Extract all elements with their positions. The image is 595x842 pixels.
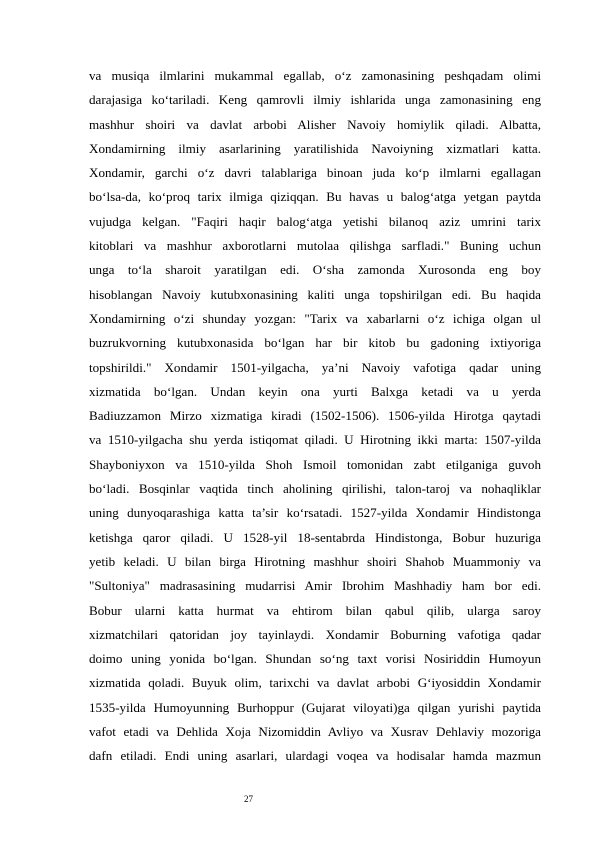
text-line: va musiqa ilmlarini mukammal egallab, o‘z zamonasining peshqadam olimi bbox=[89, 68, 541, 83]
text-line: unga to‘la sharoit yaratilgan edi. O‘sha zamonda Xurosonda eng boy bbox=[89, 262, 541, 278]
text-line: va 1510-yilgacha shu yerda istiqomat qiladi. U Hirotning ikki marta: 1507-yilda bbox=[89, 432, 541, 448]
text-line: darajasiga ko‘tariladi. Keng qamrovli ilmiy ishlarida unga zamonasining eng bbox=[89, 92, 541, 108]
text-line: mashhur shoiri va davlat arbobi Alisher Navoiy homiylik qiladi. Albatta, bbox=[89, 116, 541, 132]
text-line: doimo uning yonida bo‘lgan. Shundan so‘ng taxt vorisi Nosiriddin Humoyun bbox=[89, 651, 541, 667]
page-number: 27 bbox=[244, 794, 253, 804]
text-line: Bobur ularni katta hurmat va ehtirom bilan qabul qilib, ularga saroy bbox=[89, 602, 541, 618]
text-line: "Sultoniya" madrasasining mudarrisi Amir Ibrohim Mashhadiy ham bor edi. bbox=[89, 578, 541, 594]
text-line: topshirildi." Xondamir 1501-yilgacha, ya’ni Navoiy vafotiga qadar uning bbox=[89, 359, 541, 375]
text-line: bo‘lsa-da, ko‘proq tarix ilmiga qiziqqan. Bu havas u balog‘atga yetgan paytda bbox=[89, 189, 541, 205]
text-line: Xondamir, garchi o‘z davri talablariga binoan juda ko‘p ilmlarni egallagan bbox=[89, 165, 541, 181]
text-line: xizmatida qoladi. Buyuk olim, tarixchi va davlat arbobi G‘iyosiddin Xondamir bbox=[89, 675, 541, 691]
text-line: xizmatchilari qatoridan joy tayinlaydi. Xondamir Boburning vafotiga qadar bbox=[89, 626, 541, 642]
text-line: yetib keladi. U bilan birga Hirotning mashhur shoiri Shahob Muammoniy va bbox=[89, 553, 541, 569]
body-text bbox=[89, 64, 541, 769]
text-line: uning dunyoqarashiga katta ta’sir ko‘rsatadi. 1527-yilda Xondamir Hindistonga bbox=[89, 505, 541, 521]
text-line: Badiuzzamon Mirzo xizmatiga kiradi (1502-1506). 1506-yilda Hirotga qaytadi bbox=[89, 408, 541, 424]
text-line: Xondamirning ilmiy asarlarining yaratilishida Navoiyning xizmatlari katta. bbox=[89, 140, 541, 156]
text-line: hisoblangan Navoiy kutubxonasining kaliti unga topshirilgan edi. Bu haqida bbox=[89, 286, 541, 302]
text-line: vafot etadi va Dehlida Xoja Nizomiddin Avliyo va Xusrav Dehlaviy mozoriga bbox=[89, 724, 541, 740]
text-line: Shayboniyxon va 1510-yilda Shoh Ismoil tomonidan zabt etilganiga guvoh bbox=[89, 456, 541, 472]
text-line: ketishga qaror qiladi. U 1528-yil 18-sentabrda Hindistonga, Bobur huzuriga bbox=[89, 529, 541, 545]
text-line: vujudga kelgan. "Faqiri haqir balog‘atga yetishi bilanoq aziz umrini tarix bbox=[89, 213, 541, 229]
text-line: dafn etiladi. Endi uning asarlari, ulardagi voqea va hodisalar hamda mazmun bbox=[89, 748, 541, 764]
text-line: kitoblari va mashhur axborotlarni mutolaa qilishga sarfladi." Buning uchun bbox=[89, 238, 541, 254]
text-line: Xondamirning o‘zi shunday yozgan: "Tarix va xabarlarni o‘z ichiga olgan ul bbox=[89, 310, 541, 326]
text-line: bo‘ladi. Bosqinlar vaqtida tinch aholining qirilishi, talon-taroj va nohaqliklar bbox=[89, 481, 541, 497]
text-line: 1535-yilda Humoyunning Burhoppur (Gujarat viloyati)ga qilgan yurishi paytida bbox=[89, 699, 541, 715]
text-line: buzrukvorning kutubxonasida bo‘lgan har bir kitob bu gadoning ixtiyoriga bbox=[89, 335, 541, 351]
text-line: xizmatida bo‘lgan. Undan keyin ona yurti Balxga ketadi va u yerda bbox=[89, 383, 541, 399]
